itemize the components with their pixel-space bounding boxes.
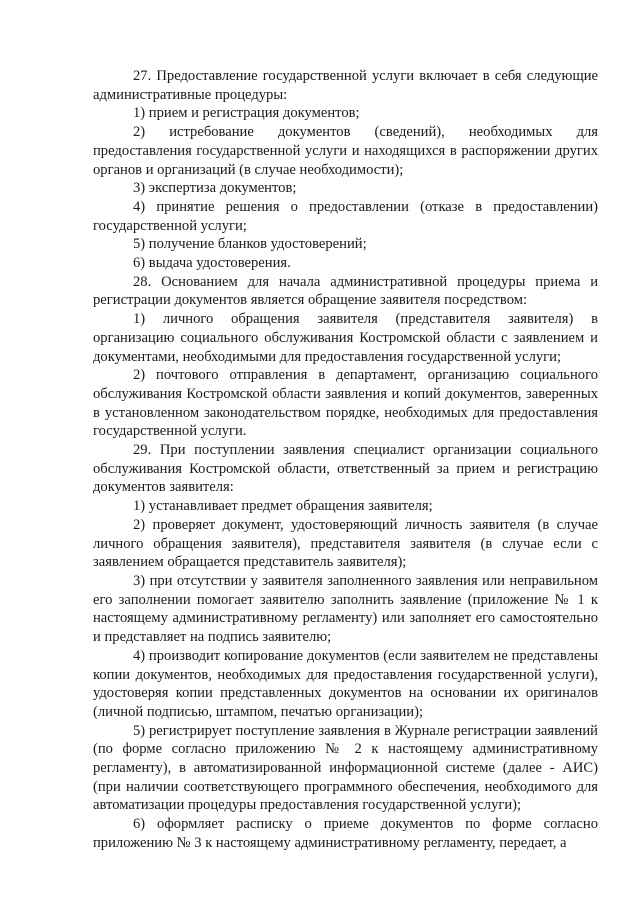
paragraph-27-intro: 27. Предоставление государственной услуги включает в себя следующие административные процедуры:: [93, 68, 598, 103]
procedure-item-6: 6) выдача удостоверения.: [133, 255, 291, 272]
paragraph-28-intro: 28. Основанием для начала административной процедуры приема и регистрации документов является обращение заявителя посредством:: [93, 273, 598, 309]
specialist-action-2: 2) проверяет документ, удостоверяющий личность заявителя (в случае личного обращения заявителя), представителя заявителя (в случае если с заявлением обращается представитель заявителя);: [93, 516, 598, 571]
specialist-action-6: 6) оформляет расписку о приеме документов по форме согласно приложению № 3 к настоящему административному регламенту, передает, а: [93, 816, 598, 851]
paragraph-29-intro: 29. При поступлении заявления специалист организации социального обслуживания Костромской области, ответственный за прием и регистрацию документов заявителя:: [93, 442, 598, 496]
procedure-item-3: 3) экспертиза документов;: [133, 180, 297, 197]
specialist-action-3: 3) при отсутствии у заявителя заполненного заявления или неправильном его заполнении помогает заявителю заполнить заявление (приложение № 1 к настоящему административному регламенту) или заполняет его самостоятельно и представляет на подпись заявителю;: [93, 572, 598, 646]
procedure-item-2: 2) истребование документов (сведений), необходимых для предоставления государственной услуги и находящихся в распоряжении других органов и организаций (в случае необходимости);: [93, 124, 598, 178]
appeal-item-1: 1) личного обращения заявителя (представителя заявителя) в организацию социального обслуживания Костромской области с заявлением и документами, необходимыми для предоставления государственной услуги;: [93, 311, 598, 365]
specialist-action-1: 1) устанавливает предмет обращения заявителя;: [133, 498, 433, 515]
procedure-item-1: 1) прием и регистрация документов;: [133, 105, 360, 122]
specialist-action-4: 4) производит копирование документов (если заявителем не представлены копии документов, необходимых для предоставления государственной услуги), удостоверяя копии представленных документов на основании их оригиналов (личной подписью, штампом, печатью организации);: [93, 647, 598, 720]
specialist-action-5: 5) регистрирует поступление заявления в Журнале регистрации заявлений (по форме согласно приложению № 2 к настоящему административному регламенту), в автоматизированной информационной системе (далее - АИС) (при наличии соответствующего программного обеспечения, необходимого для автоматизации процедуры предоставления государственной услуги);: [93, 722, 598, 814]
procedure-item-4: 4) принятие решения о предоставлении (отказе в предоставлении) государственной услуги;: [93, 198, 598, 234]
procedure-item-5: 5) получение бланков удостоверений;: [133, 236, 367, 253]
document-body: [93, 67, 598, 853]
appeal-item-2: 2) почтового отправления в департамент, организацию социального обслуживания Костромской области заявления и копий документов, заверенных в установленном законодательством порядке, необходимых для предоставления государственной услуги.: [93, 367, 598, 440]
